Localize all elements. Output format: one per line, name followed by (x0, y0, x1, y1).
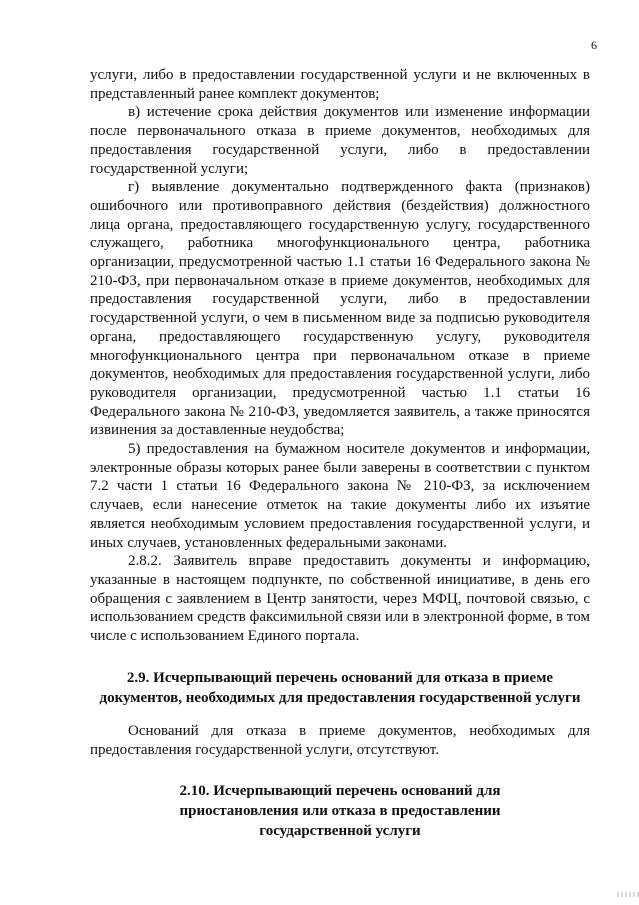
section-2-10-heading: 2.10. Исчерпывающий перечень оснований для приостановления или отказа в предоставлении государственной услуги (179, 783, 501, 840)
page-number: 6 (591, 38, 597, 52)
section-2-9-body: Оснований для отказа в приеме документов, необходимых для предоставления государственной услуги, отсутствуют. (90, 722, 590, 758)
paragraph-continuation: услуги, либо в предоставлении государственной услуги и не включенных в представленный ранее комплект документов; (90, 67, 590, 102)
document-body (90, 66, 590, 841)
paragraph-item-g: г) выявление документально подтвержденного факта (признаков) ошибочного или противоправного действия (бездействия) должностного лица органа, предоставляющего государственную услугу, государственного служащего, работника многофункционального центра, работника организации, предусмотренной частью 1.1 статьи 16 Федерального закона № 210-ФЗ, при первоначальном отказе в приеме документов, необходимых для предоставления государственной услуги, либо в предоставлении государственной услуги, о чем в письменном виде за подписью руководителя органа, предоставляющего государственную услугу, руководителя многофункционального центра при первоначальном отказе в приеме документов, необходимых для предоставления государственной услуги, либо руководителя организации, предусмотренной частью 1.1 статьи 16 Федерального закона № 210-ФЗ, уведомляется заявитель, а также приносятся извинения за доставленные неудобства; (90, 179, 590, 439)
section-2-9-heading: 2.9. Исчерпывающий перечень оснований для отказа в приеме документов, необходимых для предоставления государственной услуги (99, 669, 581, 706)
scan-mark (617, 892, 639, 897)
paragraph-item-v: в) истечение срока действия документов или изменение информации после первоначального отказа в приеме документов, необходимых для предоставления государственной услуги, либо в предоставлении государственной услуги; (90, 104, 590, 177)
paragraph-2-8-2: 2.8.2. Заявитель вправе предоставить документы и информацию, указанные в настоящем подпункте, по собственной инициативе, в день его обращения с заявлением в Центр занятости, через МФЦ, почтовой связью, с использованием средств факсимильной связи или в электронной форме, в том числе с использованием Единого портала. (90, 553, 590, 645)
paragraph-item-5: 5) предоставления на бумажном носителе документов и информации, электронные образы которых ранее были заверены в соответствии с пунктом 7.2 части 1 статьи 16 Федерального закона № 210-ФЗ, за исключением случаев, если нанесение отметок на такие документы либо их изъятие является необходимым условием предоставления государственной услуги, и иных случаев, установленных федеральными законами. (90, 441, 590, 551)
